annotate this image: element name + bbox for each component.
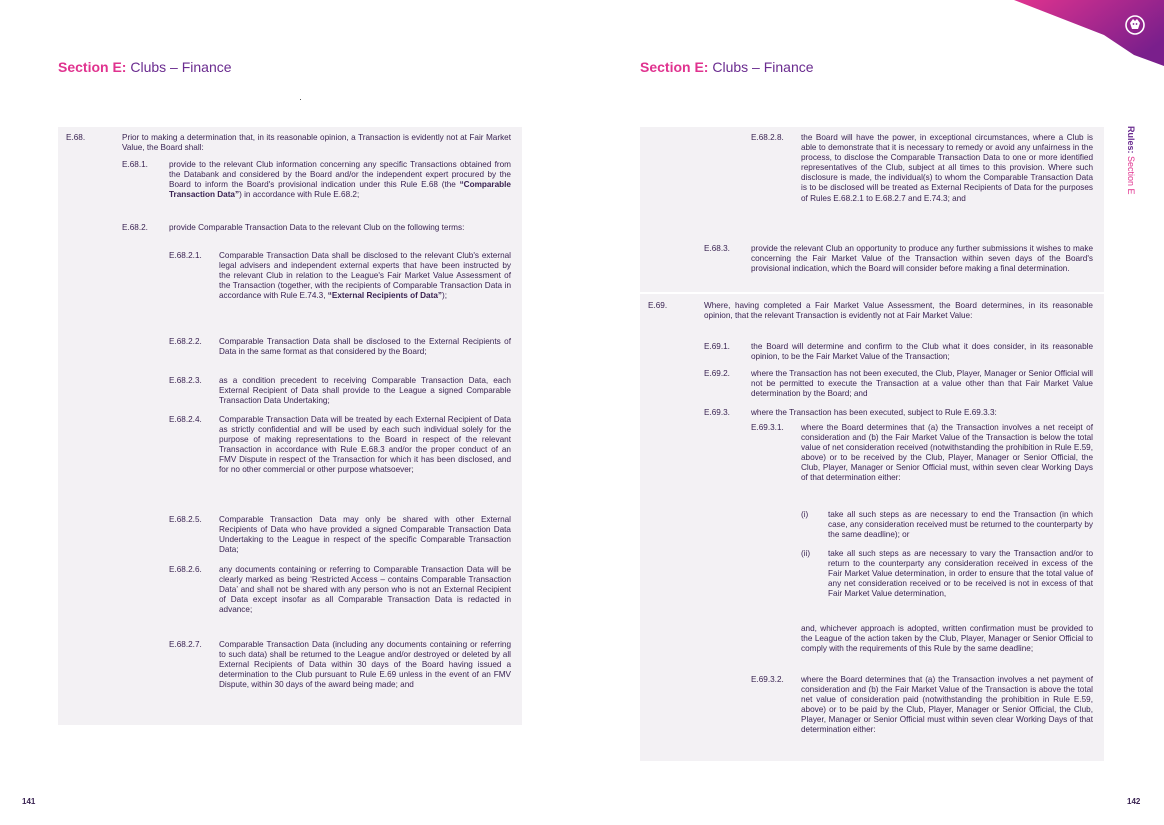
rule-text-e68-2-3: as a condition precedent to receiving Comparable Transaction Data, each External Recipient of Data shall provide to the League a signed Comparable Transaction Data Undertaking; [219,376,511,406]
rule-text-e69-2: where the Transaction has not been executed, the Club, Player, Manager or Senior Official will not be permitted to execute the Transaction at a value other than that Fair Market Value determination by the Board; and [751,369,1093,399]
rule-number-e69: E.69. [648,301,668,310]
rule-number-e68-2: E.68.2. [122,223,148,232]
rule-number-e68-3: E.68.3. [704,244,730,253]
rule-number-e68-2-2: E.68.2.2. [169,337,202,346]
list-text-ii: take all such steps as are necessary to vary the Transaction and/or to return to the counterparty any consideration received in excess of the Fair Market Value determination, in order to ensure that the total value of any net consideration received or to be received is not in excess of that Fair Market Value determination, [828,549,1093,599]
list-marker-i: (i) [801,510,809,519]
rule-number-e68: E.68. [66,133,86,142]
rule-number-e68-2-6: E.68.2.6. [169,565,202,574]
rule-text-e68-2-7: Comparable Transaction Data (including any documents containing or referring to such data) shall be returned to the League and/or destroyed or deleted by all External Recipients of Data within 30 days of the Board having issued a determination to the Club pursuant to Rule E.69 unless in the event of an FMV Dispute, within 30 days of the award being made; and [219,640,511,690]
rule-number-e69-3: E.69.3. [704,408,730,417]
rule-text-e68-1: provide to the relevant Club information concerning any specific Transactions obtained from the Databank and considered by the Board and/or the independent expert procured by the Board to inform the Board's provisional indication under this Rule E.68 (the “Comparable Transaction Data”) in accordance with Rule E.68.2; [169,160,511,200]
sidebar-label-bold: Rules: [1126,126,1136,154]
page-number-right: 142 [1127,797,1141,806]
whichever-paragraph: and, whichever approach is adopted, written confirmation must be provided to the League of the action taken by the Club, Player, Manager or Senior Official to comply with the requirements of this Rule by the same deadline; [801,624,1093,654]
rule-text-e69-3-2: where the Board determines that (a) the Transaction involves a net payment of consideration and (b) the Fair Market Value of the Transaction is above the total net value of consideration paid (notwithstanding the prohibition in Rule E.59, above) or to be paid by the Club, Player, Manager or Senior Official, the Club, Player, Manager or Senior Official must within seven clear Working Days of that determination either: [801,675,1093,735]
section-title-bold: Section E: [58,59,127,75]
list-text-i: take all such steps as are necessary to end the Transaction (in which case, any consideration received must be returned to the counterparty by the same deadline); or [828,510,1093,540]
rule-text-e68-2: provide Comparable Transaction Data to the relevant Club on the following terms: [169,223,465,232]
section-title-bold: Section E: [640,59,709,75]
rule-text-e69-1: the Board will determine and confirm to the Club what it does consider, in its reasonable opinion, to be the Fair Market Value of the Transaction; [751,342,1093,362]
rule-number-e68-2-7: E.68.2.7. [169,640,202,649]
rule-number-e69-1: E.69.1. [704,342,730,351]
rule-text-e68-2-1: Comparable Transaction Data shall be disclosed to the relevant Club's external legal advisers and independent external experts that have been instructed by the relevant Club in relation to the League's Fair Market Value Assessment of the Transaction (together, with the recipients of Comparable Transaction Data in accordance with Rule E.74.3, “External Recipients of Data”); [219,251,511,301]
stray-dot [300,99,301,100]
lion-crest-icon [1122,12,1148,38]
rule-text-e68: Prior to making a determination that, in its reasonable opinion, a Transaction is evidently not at Fair Market Value, the Board shall: [122,133,511,153]
rule-text-e68-2-4: Comparable Transaction Data will be treated by each External Recipient of Data as strictly confidential and will be used by each such individual solely for the purpose of making representations to the Board in respect of the relevant Transaction in accordance with Rule E.68.3 and/or the proper conduct of an FMV Dispute in respect of the Transaction for which it has been disclosed, and for no other commercial or other purpose whatsoever; [219,415,511,475]
rule-text-e68-2-5: Comparable Transaction Data may only be shared with other External Recipients of Data who have provided a signed Comparable Transaction Data Undertaking to the League in respect of the specific Comparable Transaction Data; [219,515,511,555]
rule-number-e68-2-5: E.68.2.5. [169,515,202,524]
rule-text-e68-2-2: Comparable Transaction Data shall be disclosed to the External Recipients of Data in the same format as that considered by the Board; [219,337,511,357]
rule-number-e68-2-8: E.68.2.8. [751,133,784,142]
sidebar-label-text: Section E [1126,153,1136,195]
list-marker-ii: (ii) [801,549,811,558]
sidebar-section-label [1122,126,1140,216]
section-title-right [640,59,814,75]
rule-text-e69-3-1: where the Board determines that (a) the Transaction involves a net receipt of consideration and (b) the Fair Market Value of the Transaction is below the total value of net consideration received (notwithstanding the prohibition in Rule E.59, above) or to be received by the Club, Player, Manager or Senior Official, the Club, Player, Manager or Senior Official must, within seven clear Working Days of that determination either: [801,423,1093,483]
section-title-text: Clubs – Finance [126,59,232,75]
rule-number-e69-3-1: E.69.3.1. [751,423,784,432]
rule-number-e69-3-2: E.69.3.2. [751,675,784,684]
rule-text-e69-3: where the Transaction has been executed, subject to Rule E.69.3.3: [751,408,997,417]
section-title-left [58,59,232,75]
rule-text-e68-3: provide the relevant Club an opportunity to produce any further submissions it wishes to make concerning the Fair Market Value of the Transaction within seven days of the Board's provisional indication, which the Board will consider before making a final determination. [751,244,1093,274]
page-number-left: 141 [22,797,36,806]
rule-number-e68-2-4: E.68.2.4. [169,415,202,424]
rule-number-e68-2-1: E.68.2.1. [169,251,202,260]
rule-text-e68-2-6: any documents containing or referring to Comparable Transaction Data will be clearly marked as being ‘Restricted Access – contains Comparable Transaction Data’ and shall not be shared with any person who is not an External Recipient of Data except insofar as all Comparable Transaction Data is redacted in advance; [219,565,511,615]
rule-number-e68-1: E.68.1. [122,160,148,169]
rule-number-e69-2: E.69.2. [704,369,730,378]
rule-text-e69: Where, having completed a Fair Market Value Assessment, the Board determines, in its reasonable opinion, that the relevant Transaction is evidently not at Fair Market Value: [704,301,1093,321]
section-title-text: Clubs – Finance [708,59,814,75]
rule-number-e68-2-3: E.68.2.3. [169,376,202,385]
rule-text-e68-2-8: the Board will have the power, in exceptional circumstances, where a Club is able to demonstrate that it is necessary to remedy or avoid any unfairness in the process, to disclose the Comparable Transaction Data to one or more identified representatives of the Club, subject at all times to this provision. Where such disclosure is made, the individual(s) to whom the Comparable Transaction Data is to be disclosed will be treated as External Recipients of Data for the purposes of Rules E.68.2.1 to E.68.2.7 and E.74.3; and [801,133,1093,203]
